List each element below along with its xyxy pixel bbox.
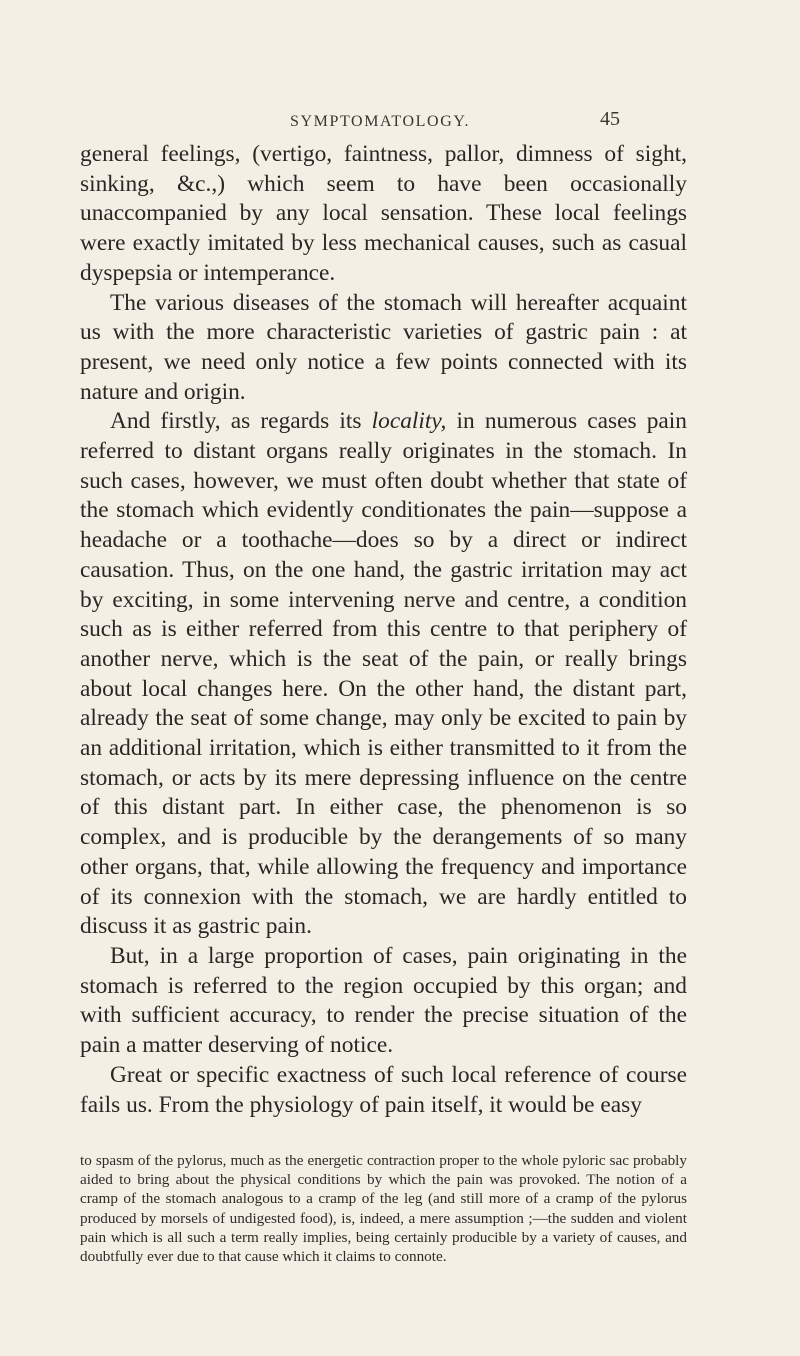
paragraph-2: The various diseases of the stomach will hereafter acquaint us with the more characteristic varieties of gastric pain : at present, we need only notice a few points connected with its nature and origin.	[80, 289, 687, 405]
running-head-title: SYMPTOMATOLOGY.	[290, 113, 471, 130]
paragraph-1: general feelings, (vertigo, faintness, pallor, dimness of sight, sinking, &c.,) which seem to have been occasionally unaccompanied by any local sensation. These local feelings were exactly imitated by less mechanical causes, such as casual dyspepsia or intemperance.	[80, 141, 687, 286]
footnote	[80, 1151, 687, 1266]
page-number: 45	[600, 108, 620, 130]
footnote-text: to spasm of the pylorus, much as the energetic contraction proper to the whole pyloric sac probably aided to bring about the physical conditions by which the pain was provoked. The notion of a cramp of the stomach analogous to a cramp of the leg (and still more of a cramp of the pylorus produced by morsels of undigested food), is, indeed, a mere assumption ;—the sudden and violent pain which is all such a term really implies, being certainly producible by a variety of causes, and doubtfully ever due to that cause which it claims to connote.	[80, 1152, 687, 1266]
paragraph-3-lead: And firstly, as regards its	[110, 408, 372, 435]
paragraph-3-rest: in numerous cases pain referred to distant organs really originates in the stomach. In such cases, however, we must often doubt whether that state of the stomach which evidently conditionates the pain—suppose a headache or a toothache—does so by a direct or indirect causation. Thus, on the one hand, the gastric irritation may act by exciting, in some intervening nerve and centre, a condition such as is either referred from this centre to that periphery of another nerve, which is the seat of the pain, or really brings about local changes here. On the other hand, the distant part, already the seat of some change, may only be excited to pain by an additional irritation, which is either transmitted to it from the stomach, or acts by its mere depressing influence on the centre of this distant part. In either case, the phenomenon is so complex, and is producible by the derangements of so many other organs, that, while allowing the frequency and importance of its connexion with the stomach, we are hardly entitled to discuss it as gastric pain.	[80, 408, 687, 940]
paragraph-5: Great or specific exactness of such local reference of course fails us. From the physiology of pain itself, it would be easy	[80, 1061, 687, 1118]
paragraph-4: But, in a large proportion of cases, pain originating in the stomach is referred to the region occupied by this organ; and with sufficient accuracy, to render the precise situation of the pain a matter deserving of notice.	[80, 942, 687, 1059]
italic-term-locality: locality,	[371, 408, 447, 435]
main-text	[80, 140, 687, 1120]
paragraph-3	[80, 407, 687, 942]
